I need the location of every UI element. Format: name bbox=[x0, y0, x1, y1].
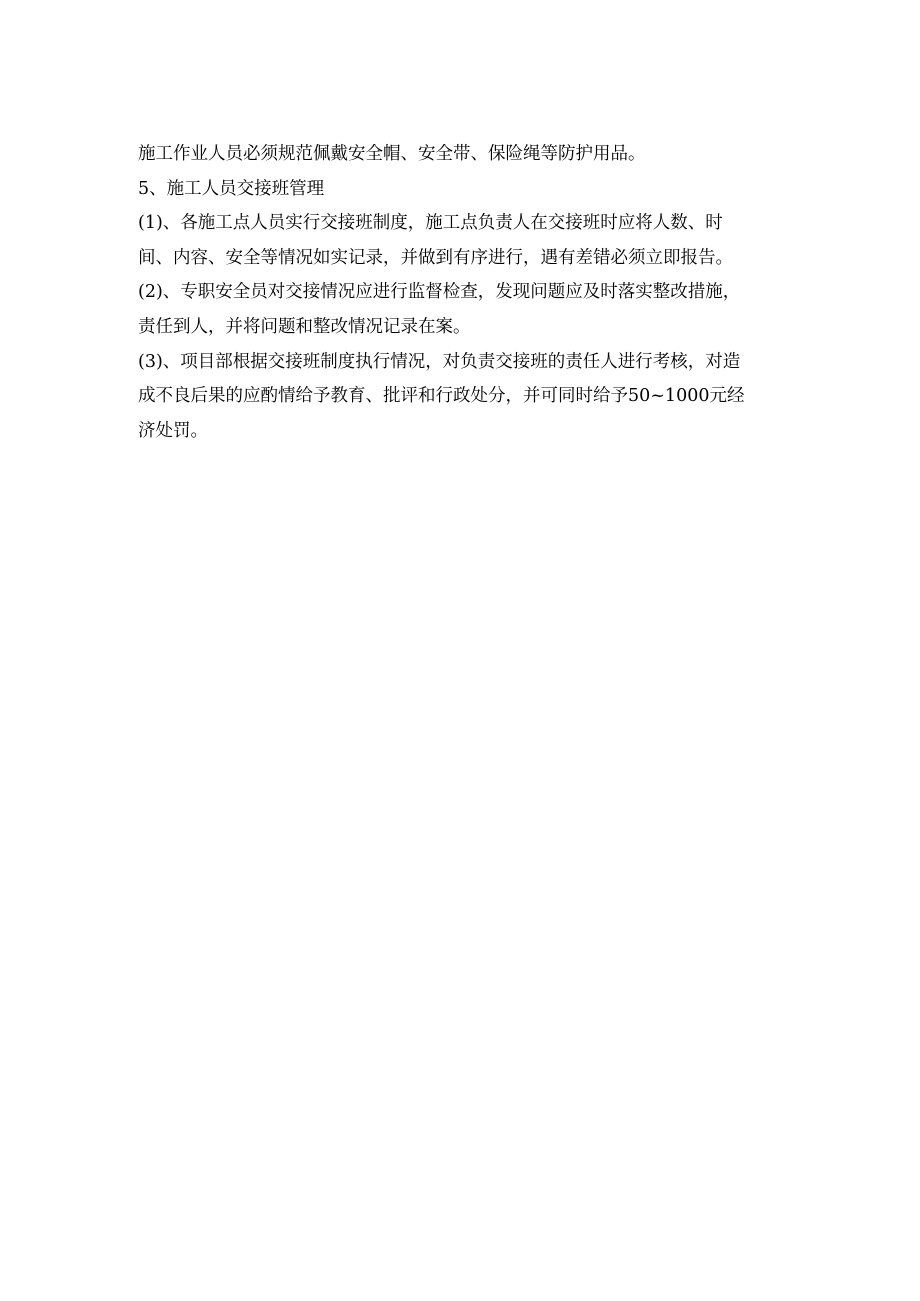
text-line-item3-c: 济处罚。 bbox=[138, 420, 208, 441]
text-line-item2-a: (2)、专职安全员对交接情况应进行监督检查，发现问题应及时落实整改措施， bbox=[138, 282, 741, 303]
text-line-item3-b: 成不良后果的应酌情给予教育、批评和行政处分，并可同时给予50~1000元经 bbox=[138, 386, 745, 407]
text-line-item1-b: 间、内容、安全等情况如实记录，并做到有序进行，遇有差错必须立即报告。 bbox=[138, 247, 733, 268]
section-heading-shift-handover: 5、施工人员交接班管理 bbox=[138, 178, 325, 199]
text-line-item2-b: 责任到人，并将问题和整改情况记录在案。 bbox=[138, 316, 471, 337]
document-body bbox=[138, 137, 788, 448]
text-line-ppe: 施工作业人员必须规范佩戴安全帽、安全带、保险绳等防护用品。 bbox=[138, 144, 646, 164]
text-line-item3-a: (3)、项目部根据交接班制度执行情况，对负责交接班的责任人进行考核，对造 bbox=[138, 351, 741, 372]
text-line-item1-a: (1)、各施工点人员实行交接班制度，施工点负责人在交接班时应将人数、时 bbox=[138, 213, 723, 234]
